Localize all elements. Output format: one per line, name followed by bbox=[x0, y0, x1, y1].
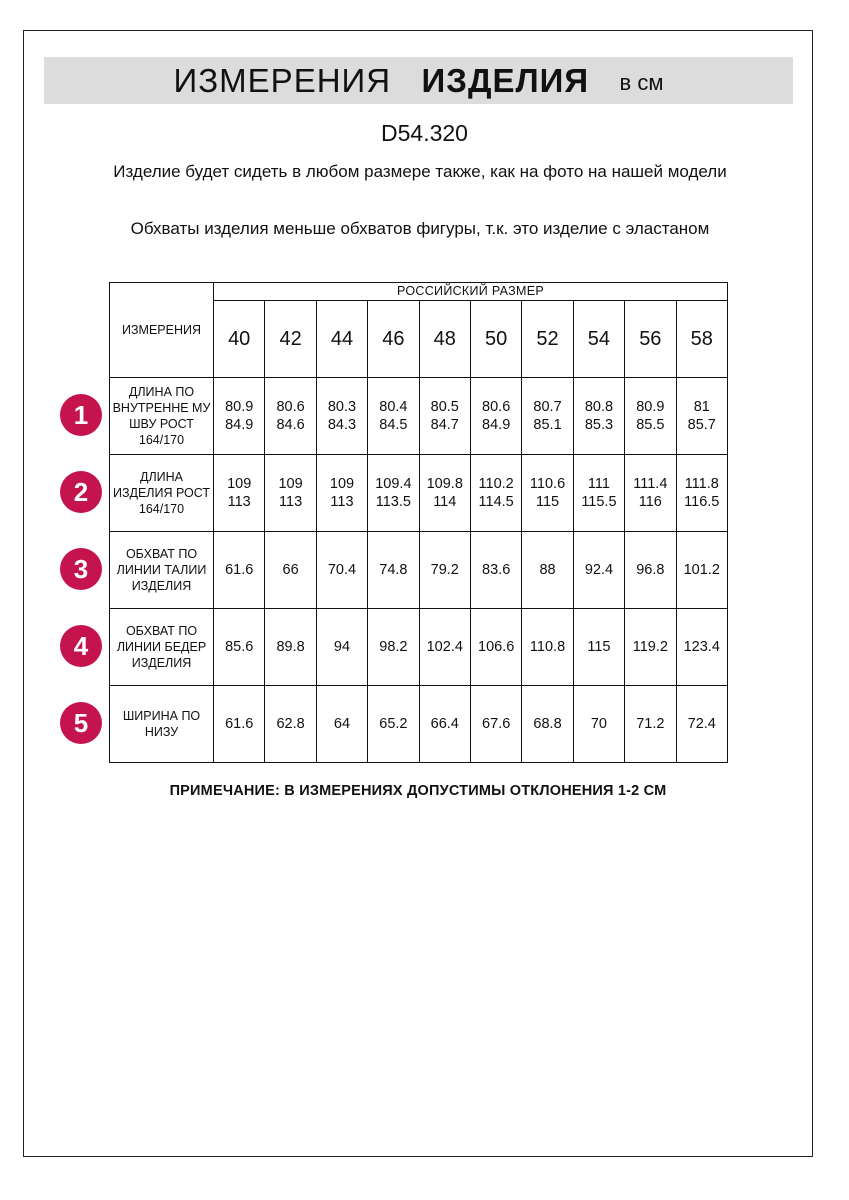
table-cell bbox=[214, 455, 265, 532]
cell-value: 109.8 bbox=[426, 476, 463, 492]
table-cell bbox=[573, 686, 624, 763]
cell-value: 111.8 bbox=[684, 476, 719, 492]
row-number-badge: 3 bbox=[60, 548, 102, 590]
cell-value: 109 bbox=[227, 476, 252, 492]
table-cell bbox=[573, 378, 624, 455]
cell-value: 84.5 bbox=[379, 417, 408, 433]
cell-value: 111 bbox=[587, 476, 610, 492]
size-header-48: 48 bbox=[419, 301, 470, 378]
cell-value: 114.5 bbox=[478, 494, 514, 510]
title-part-product: ИЗДЕЛИЯ bbox=[421, 62, 590, 99]
cell-value: 113 bbox=[227, 494, 251, 510]
table-cell bbox=[265, 455, 316, 532]
cell-value: 94 bbox=[333, 639, 351, 655]
table-cell bbox=[214, 532, 265, 609]
size-header-56: 56 bbox=[625, 301, 676, 378]
table-cell bbox=[265, 686, 316, 763]
cell-value: 80.6 bbox=[482, 399, 511, 415]
table-cell bbox=[368, 455, 419, 532]
cell-value: 110.6 bbox=[529, 476, 566, 492]
table-cell bbox=[419, 455, 470, 532]
cell-value: 110.2 bbox=[478, 476, 514, 492]
footnote: ПРИМЕЧАНИЕ: В ИЗМЕРЕНИЯХ ДОПУСТИМЫ ОТКЛОНЕНИЯ 1-2 СМ bbox=[169, 783, 667, 799]
table-cell bbox=[676, 378, 727, 455]
cell-value: 85.3 bbox=[584, 417, 614, 433]
cell-value: 115 bbox=[535, 494, 560, 510]
cell-value: 68.8 bbox=[533, 716, 562, 732]
table-cell bbox=[470, 455, 521, 532]
cell-value: 88 bbox=[539, 562, 556, 578]
table-cell bbox=[625, 455, 676, 532]
cell-value: 80.8 bbox=[584, 399, 614, 415]
table-cell bbox=[265, 609, 316, 686]
cell-value: 109 bbox=[329, 476, 355, 492]
cell-value: 61.6 bbox=[225, 716, 254, 732]
note-elastane: Обхваты изделия меньше обхватов фигуры, т.к. это изделие с эластаном bbox=[130, 219, 710, 238]
cell-value: 85.6 bbox=[225, 639, 254, 655]
cell-value: 81 bbox=[693, 399, 710, 415]
table-cell bbox=[470, 532, 521, 609]
row-label: ОБХВАТ ПО ЛИНИИ ТАЛИИ ИЗДЕЛИЯ bbox=[110, 532, 214, 609]
table-cell bbox=[470, 378, 521, 455]
table-cell bbox=[573, 532, 624, 609]
cell-value: 62.8 bbox=[276, 716, 305, 732]
row-label: ШИРИНА ПО НИЗУ bbox=[110, 686, 214, 763]
cell-value: 115 bbox=[587, 639, 611, 655]
cell-value: 113.5 bbox=[375, 494, 411, 510]
cell-value: 80.9 bbox=[225, 399, 254, 415]
cell-value: 66.4 bbox=[430, 716, 459, 732]
table-cell bbox=[470, 686, 521, 763]
cell-value: 116 bbox=[638, 494, 662, 510]
table-cell bbox=[522, 378, 573, 455]
cell-value: 101.2 bbox=[683, 562, 720, 578]
row-number-badge: 4 bbox=[60, 625, 102, 667]
table-row bbox=[110, 532, 728, 609]
size-header-54: 54 bbox=[573, 301, 624, 378]
cell-value: 80.9 bbox=[636, 399, 665, 415]
table-cell bbox=[368, 378, 419, 455]
cell-value: 80.3 bbox=[327, 399, 357, 415]
cell-value: 119.2 bbox=[632, 639, 668, 655]
cell-value: 80.4 bbox=[379, 399, 408, 415]
cell-value: 109.4 bbox=[375, 476, 412, 492]
cell-value: 85.5 bbox=[636, 417, 665, 433]
cell-value: 84.6 bbox=[276, 417, 305, 433]
cell-value: 85.1 bbox=[533, 417, 562, 433]
table-cell bbox=[625, 686, 676, 763]
table-cell bbox=[522, 609, 573, 686]
table-cell bbox=[316, 686, 367, 763]
cell-value: 109 bbox=[278, 476, 303, 492]
table-cell bbox=[522, 686, 573, 763]
cell-value: 102.4 bbox=[426, 639, 463, 655]
table-cell bbox=[522, 532, 573, 609]
cell-value: 98.2 bbox=[379, 639, 408, 655]
cell-value: 79.2 bbox=[430, 562, 459, 578]
table-row bbox=[110, 609, 728, 686]
cell-value: 65.2 bbox=[379, 716, 408, 732]
row-number-badge: 5 bbox=[60, 702, 102, 744]
table-cell bbox=[470, 609, 521, 686]
cell-value: 71.2 bbox=[636, 716, 665, 732]
cell-value: 116.5 bbox=[684, 494, 720, 510]
cell-value: 61.6 bbox=[225, 562, 254, 578]
size-header-40: 40 bbox=[214, 301, 265, 378]
table-row bbox=[110, 378, 728, 455]
size-header-58: 58 bbox=[676, 301, 727, 378]
model-code: D54.320 bbox=[381, 120, 468, 146]
size-table bbox=[109, 282, 728, 763]
table-cell bbox=[214, 378, 265, 455]
table-cell bbox=[676, 532, 727, 609]
table-cell bbox=[676, 609, 727, 686]
row-label: ДЛИНА ИЗДЕЛИЯ РОСТ 164/170 bbox=[110, 455, 214, 532]
table-cell bbox=[419, 532, 470, 609]
table-cell bbox=[419, 609, 470, 686]
table-cell bbox=[522, 455, 573, 532]
size-header-52: 52 bbox=[522, 301, 573, 378]
size-header-42: 42 bbox=[265, 301, 316, 378]
title-part-units: в см bbox=[619, 70, 664, 95]
cell-value: 106.6 bbox=[478, 639, 515, 655]
size-header-46: 46 bbox=[368, 301, 419, 378]
cell-value: 84.3 bbox=[327, 417, 357, 433]
cell-value: 66 bbox=[282, 562, 299, 578]
cell-value: 84.9 bbox=[225, 417, 254, 433]
cell-value: 64 bbox=[333, 716, 351, 732]
table-cell bbox=[214, 686, 265, 763]
table-cell bbox=[368, 686, 419, 763]
table-cell bbox=[419, 686, 470, 763]
cell-value: 110.8 bbox=[529, 639, 566, 655]
title-bar bbox=[44, 57, 793, 104]
cell-value: 115.5 bbox=[581, 494, 617, 510]
table-cell bbox=[265, 532, 316, 609]
size-header-44: 44 bbox=[316, 301, 367, 378]
row-label: ОБХВАТ ПО ЛИНИИ БЕДЕР ИЗДЕЛИЯ bbox=[110, 609, 214, 686]
table-cell bbox=[625, 609, 676, 686]
table-cell bbox=[316, 378, 367, 455]
cell-value: 80.6 bbox=[276, 399, 305, 415]
cell-value: 83.6 bbox=[482, 562, 511, 578]
cell-value: 67.6 bbox=[482, 716, 511, 732]
table-cell bbox=[265, 378, 316, 455]
table-cell bbox=[573, 609, 624, 686]
note-fit: Изделие будет сидеть в любом размере также, как на фото на нашей модели bbox=[113, 162, 727, 181]
size-group-header: РОССИЙСКИЙ РАЗМЕР bbox=[214, 283, 728, 301]
cell-value: 113 bbox=[330, 494, 354, 510]
table-cell bbox=[316, 609, 367, 686]
cell-value: 114 bbox=[433, 494, 457, 510]
cell-value: 96.8 bbox=[636, 562, 665, 578]
table-cell bbox=[368, 609, 419, 686]
cell-value: 113 bbox=[279, 494, 303, 510]
table-row bbox=[110, 455, 728, 532]
cell-value: 70 bbox=[590, 716, 607, 732]
table-cell bbox=[573, 455, 624, 532]
cell-value: 85.7 bbox=[687, 417, 716, 433]
row-number-badge: 2 bbox=[60, 471, 102, 513]
title-part-measurements: ИЗМЕРЕНИЯ bbox=[173, 62, 392, 99]
table-cell bbox=[625, 378, 676, 455]
cell-value: 92.4 bbox=[584, 562, 614, 578]
cell-value: 123.4 bbox=[683, 639, 720, 655]
table-cell bbox=[419, 378, 470, 455]
cell-value: 72.4 bbox=[687, 716, 716, 732]
cell-value: 84.7 bbox=[430, 417, 459, 433]
cell-value: 74.8 bbox=[379, 562, 408, 578]
table-cell bbox=[316, 532, 367, 609]
cell-value: 84.9 bbox=[482, 417, 511, 433]
measurements-header: ИЗМЕРЕНИЯ bbox=[110, 283, 214, 378]
table-cell bbox=[676, 455, 727, 532]
cell-value: 80.5 bbox=[430, 399, 459, 415]
cell-value: 111.4 bbox=[633, 476, 668, 492]
row-label: ДЛИНА ПО ВНУТРЕННЕ МУ ШВУ РОСТ 164/170 bbox=[110, 378, 214, 455]
table-cell bbox=[625, 532, 676, 609]
cell-value: 70.4 bbox=[327, 562, 357, 578]
cell-value: 89.8 bbox=[276, 639, 305, 655]
cell-value: 80.7 bbox=[533, 399, 562, 415]
row-number-badge: 1 bbox=[60, 394, 102, 436]
table-cell bbox=[316, 455, 367, 532]
table-cell bbox=[368, 532, 419, 609]
size-header-50: 50 bbox=[470, 301, 521, 378]
table-cell bbox=[676, 686, 727, 763]
table-row bbox=[110, 686, 728, 763]
table-cell bbox=[214, 609, 265, 686]
